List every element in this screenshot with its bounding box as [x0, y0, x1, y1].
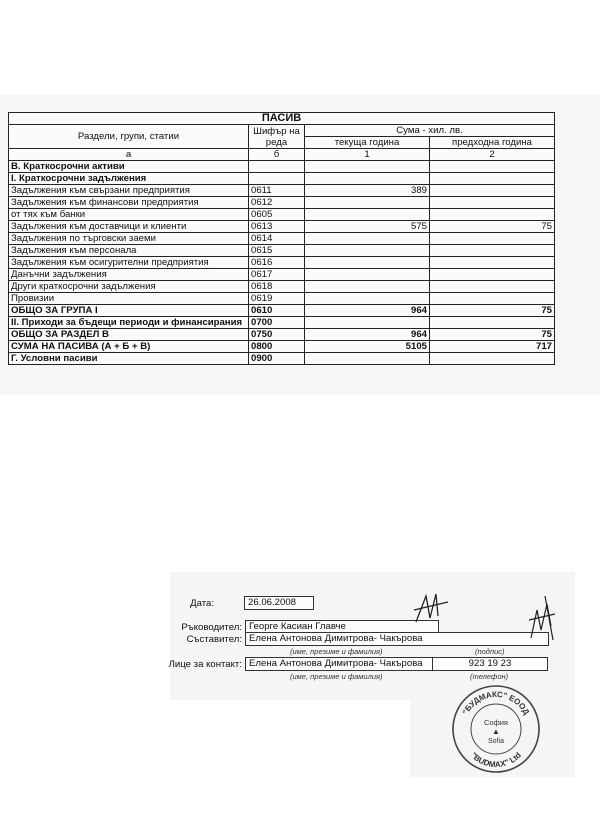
signature-hint: (подпис) — [475, 647, 505, 656]
row-current: 575 — [305, 221, 430, 233]
row-label: Задължения по търговски заеми — [9, 233, 249, 245]
row-code: 0612 — [249, 197, 305, 209]
header-row-3 — [9, 149, 555, 161]
row-code: 0750 — [249, 329, 305, 341]
table-row — [9, 293, 555, 305]
row-current — [305, 233, 430, 245]
row-previous — [430, 197, 555, 209]
row-current: 389 — [305, 185, 430, 197]
row-previous — [430, 293, 555, 305]
row-previous: 75 — [430, 305, 555, 317]
row-previous — [430, 245, 555, 257]
stamp-company-latin: "BUDMAX" Ltd — [469, 750, 523, 770]
table-row — [9, 233, 555, 245]
row-code: 0616 — [249, 257, 305, 269]
row-current — [305, 257, 430, 269]
manager-field: Георге Касиан Главче — [245, 620, 439, 634]
table-row — [9, 353, 555, 365]
row-previous — [430, 317, 555, 329]
date-label: Дата: — [190, 598, 214, 609]
name-hint-2: (име, презиме и фамилия) — [290, 672, 383, 681]
table-title-row — [9, 113, 555, 125]
row-current — [305, 281, 430, 293]
table-title: ПАСИВ — [9, 113, 555, 125]
row-current — [305, 245, 430, 257]
phone-field: 923 19 23 — [432, 657, 548, 671]
table-row — [9, 281, 555, 293]
table-row — [9, 185, 555, 197]
row-label: В. Краткосрочни активи — [9, 161, 249, 173]
header-row-1 — [9, 125, 555, 137]
row-previous — [430, 209, 555, 221]
row-label: Задължения към персонала — [9, 245, 249, 257]
row-label: Г. Условни пасиви — [9, 353, 249, 365]
row-label: Провизии — [9, 293, 249, 305]
row-label: Задължения към осигурителни предприятия — [9, 257, 249, 269]
row-previous — [430, 185, 555, 197]
row-code: 0700 — [249, 317, 305, 329]
row-label: от тях към банки — [9, 209, 249, 221]
row-current — [305, 293, 430, 305]
header-col-a: а — [9, 149, 249, 161]
row-code: 0610 — [249, 305, 305, 317]
table-row — [9, 209, 555, 221]
header-amount: Сума - хил. лв. — [305, 125, 555, 137]
row-current: 5105 — [305, 341, 430, 353]
row-code: 0613 — [249, 221, 305, 233]
header-code: Шифър на реда — [249, 125, 305, 149]
row-label: СУМА НА ПАСИВА (А + Б + В) — [9, 341, 249, 353]
row-current — [305, 209, 430, 221]
table-row — [9, 341, 555, 353]
table-row — [9, 257, 555, 269]
svg-text:▲: ▲ — [492, 727, 500, 736]
row-code: 0611 — [249, 185, 305, 197]
row-label: I. Краткосрочни задължения — [9, 173, 249, 185]
contact-label: Лице за контакт: — [168, 659, 242, 670]
header-sections: Раздели, групи, статии — [9, 125, 249, 149]
table-row — [9, 317, 555, 329]
header-col-2: 2 — [430, 149, 555, 161]
liabilities-table — [8, 112, 555, 365]
row-previous: 717 — [430, 341, 555, 353]
row-code: 0614 — [249, 233, 305, 245]
table-row — [9, 221, 555, 233]
row-label: Задължения към доставчици и клиенти — [9, 221, 249, 233]
row-previous — [430, 269, 555, 281]
row-code: 0617 — [249, 269, 305, 281]
manager-label: Ръководител: — [181, 622, 242, 633]
row-code: 0900 — [249, 353, 305, 365]
table-row — [9, 305, 555, 317]
row-previous — [430, 233, 555, 245]
table-row — [9, 197, 555, 209]
row-previous — [430, 161, 555, 173]
row-label: ОБЩО ЗА РАЗДЕЛ В — [9, 329, 249, 341]
header-col-1: 1 — [305, 149, 430, 161]
compiler-signature-icon — [525, 590, 561, 650]
row-label: II. Приходи за бъдещи периоди и финансирания — [9, 317, 249, 329]
phone-hint: (телефон) — [470, 672, 509, 681]
row-code — [249, 173, 305, 185]
row-code: 0615 — [249, 245, 305, 257]
contact-field: Елена Антонова Димитрова- Чакърова — [245, 657, 433, 671]
row-current — [305, 269, 430, 281]
row-label: Данъчни задължения — [9, 269, 249, 281]
row-previous — [430, 173, 555, 185]
table-row — [9, 269, 555, 281]
row-previous: 75 — [430, 329, 555, 341]
company-stamp-icon — [450, 683, 542, 775]
compiler-field: Елена Антонова Димитрова- Чакърова — [245, 632, 549, 646]
row-code: 0618 — [249, 281, 305, 293]
table-row — [9, 329, 555, 341]
row-previous — [430, 353, 555, 365]
row-previous — [430, 257, 555, 269]
row-code: 0605 — [249, 209, 305, 221]
row-label: ОБЩО ЗА ГРУПА I — [9, 305, 249, 317]
table-row — [9, 161, 555, 173]
row-code: 0619 — [249, 293, 305, 305]
name-hint: (име, презиме и фамилия) — [290, 647, 383, 656]
header-col-b: б — [249, 149, 305, 161]
stamp-city-latin: Sofia — [488, 738, 504, 745]
row-current — [305, 317, 430, 329]
table-row — [9, 173, 555, 185]
header-previous: предходна година — [430, 137, 555, 149]
compiler-label: Съставител: — [186, 634, 242, 645]
row-current — [305, 161, 430, 173]
row-code: 0800 — [249, 341, 305, 353]
row-label: Други краткосрочни задължения — [9, 281, 249, 293]
row-code — [249, 161, 305, 173]
row-label: Задължения към финансови предприятия — [9, 197, 249, 209]
table-row — [9, 245, 555, 257]
svg-text:"BUDMAX" Ltd — [469, 751, 523, 770]
header-current: текуща година — [305, 137, 430, 149]
stamp-city: София — [483, 718, 509, 727]
date-field: 26.06.2008 — [244, 596, 314, 610]
manager-signature-icon — [412, 588, 452, 628]
row-previous: 75 — [430, 221, 555, 233]
row-current — [305, 353, 430, 365]
row-previous — [430, 281, 555, 293]
row-label: Задължения към свързани предприятия — [9, 185, 249, 197]
row-current — [305, 197, 430, 209]
stamp-company: "БУДМАКС" ЕООД — [460, 689, 532, 717]
row-current: 964 — [305, 329, 430, 341]
row-current: 964 — [305, 305, 430, 317]
row-current — [305, 173, 430, 185]
